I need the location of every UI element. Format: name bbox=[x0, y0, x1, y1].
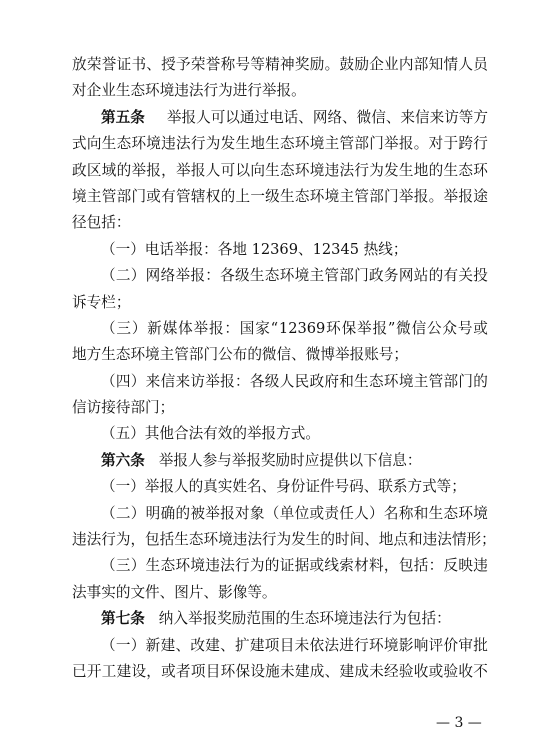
line-p8-1 bbox=[72, 474, 488, 500]
line-p0-1: 放 荣 誉 证 书 、 授 予 荣 誉 称 号 等 精 神 奖 励 。 鼓 励 企 业 内 部 知 情 人 员 bbox=[72, 56, 488, 73]
line-p1-1 bbox=[72, 105, 488, 131]
line-p9-2: 违 法 行 为 ， 包 括 生 态 环 境 违 法 行 为 发 生 的 时 间 、 地 点 和 违 法 情 形 ； bbox=[72, 531, 496, 549]
line-p12-2: 已 开 工 建 设 ， 或 者 项 目 环 保 设 施 未 建 成 、 建 成 未 经 验 收 或 验 收 不 bbox=[72, 662, 488, 680]
line-p1-4: 境 主 管 部 门 或 有 管 辖 权 的 上 一 级 生 态 环 境 主 管 部 门 举 报 。 举 报 途 bbox=[72, 187, 488, 205]
article-7-text: 纳入举报奖励范围的生态环境违法行为包括： bbox=[158, 610, 451, 628]
line-p5-2: 信 访 接 待 部 门 ； bbox=[72, 399, 175, 417]
line-p5-1: （ 四 ） 来 信 来 访 举 报 ： 各 级 人 民 政 府 和 生 态 环 境 主 管 部 门 的 bbox=[101, 372, 488, 390]
item-phone-report: （一）电话举报：各地 12369、12345 热线； bbox=[101, 240, 408, 258]
article-6-heading: 第六条 bbox=[101, 451, 145, 469]
document-body bbox=[72, 52, 496, 685]
article-5-heading: 第五条 bbox=[101, 108, 145, 126]
item-other-methods: （五）其他合法有效的举报方式。 bbox=[101, 425, 320, 443]
line-p1-2: 式 向 生 态 环 境 违 法 行 为 发 生 地 生 态 环 境 主 管 部 门 举 报 。 对 于 跨 行 bbox=[72, 135, 488, 153]
article-6-text: 举报人参与举报奖励时应提供以下信息： bbox=[158, 451, 422, 469]
line-p0-2: 对 企 业 生 态 环 境 违 法 行 为 进 行 举 报 。 bbox=[72, 82, 306, 100]
line-p10-2: 法 事 实 的 文 件 、 图 片 、 影 像 等 。 bbox=[72, 583, 277, 601]
article-7-heading: 第七条 bbox=[101, 610, 145, 628]
line-p4-2: 地 方 生 态 环 境 主 管 部 门 公 布 的 微 信 、 微 博 举 报 账 号 ； bbox=[72, 346, 409, 364]
line-p1-3: 政 区 域 的 举 报 ， 举 报 人 可 以 向 生 态 环 境 违 法 行 为 发 生 地 的 生 态 环 bbox=[72, 161, 488, 179]
line-p7-1 bbox=[72, 448, 488, 474]
line-p3-2: 诉 专 栏 ； bbox=[72, 293, 131, 311]
line-p11-1 bbox=[72, 606, 488, 632]
line-p9-1: （ 二 ） 明 确 的 被 举 报 对 象 （ 单 位 或 责 任 人 ） 名 称 和 生 态 环 境 bbox=[101, 504, 488, 522]
line-p3-1: （ 二 ） 网 络 举 报 ： 各 级 生 态 环 境 主 管 部 门 政 务 网 站 的 有 关 投 bbox=[101, 267, 488, 285]
line-p1-5: 径 包 括 ： bbox=[72, 214, 131, 232]
page-number: — 3 — bbox=[436, 715, 482, 731]
line-p10-1: （ 三 ） 生 态 环 境 违 法 行 为 的 证 据 或 线 索 材 料 ， 包 括 ： 反 映 违 bbox=[101, 557, 488, 575]
line-p2-1 bbox=[72, 237, 488, 263]
item-reporter-identity: （一）举报人的真实姓名、身份证件号码、联系方式等； bbox=[101, 478, 466, 496]
article-5-text: 举报人可以通过电话、网络、微信、来信来访等方 bbox=[166, 108, 488, 126]
line-p12-1: （ 一 ） 新 建 、 改 建 、 扩 建 项 目 未 依 法 进 行 环 境 影 响 评 价 审 批 bbox=[101, 636, 488, 654]
line-p6-1 bbox=[72, 421, 488, 447]
line-p4-1: （ 三 ） 新 媒 体 举 报 ： 国 家 “ 12369 环 保 举 报 ” 微 信 公 众 号 或 bbox=[101, 319, 488, 337]
